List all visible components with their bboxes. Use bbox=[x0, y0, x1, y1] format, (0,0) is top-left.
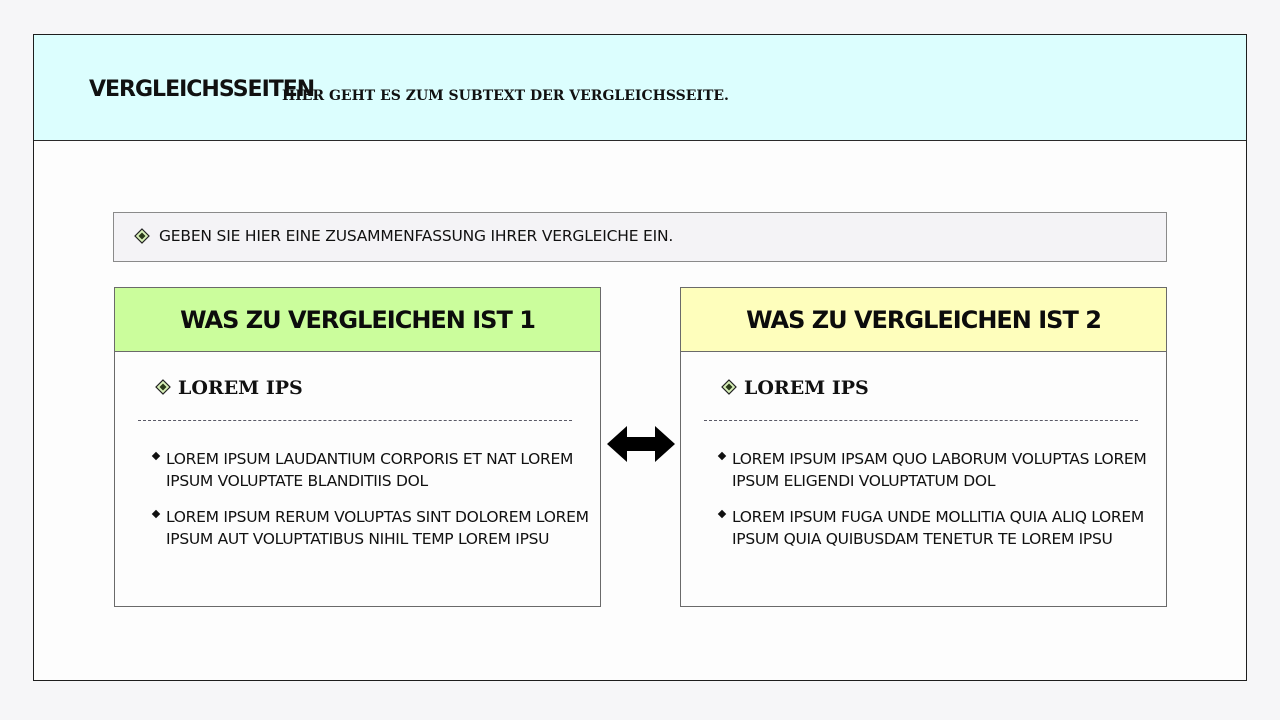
card-subheading bbox=[721, 377, 869, 399]
card-subheading-label[interactable]: LOREM IPS bbox=[178, 377, 303, 399]
card-subheading bbox=[155, 377, 303, 399]
comparison-card-1 bbox=[114, 287, 601, 607]
list-item[interactable] bbox=[151, 448, 591, 492]
bullet-icon bbox=[718, 452, 726, 460]
list-item[interactable] bbox=[717, 506, 1157, 550]
slide bbox=[33, 34, 1247, 681]
list-item[interactable] bbox=[717, 448, 1157, 492]
bullet-icon bbox=[718, 510, 726, 518]
page-title[interactable]: VERGLEICHSSEITEN bbox=[89, 77, 315, 102]
bullet-list bbox=[151, 448, 591, 564]
card-title[interactable]: WAS ZU VERGLEICHEN IST 2 bbox=[681, 288, 1166, 352]
card-subheading-label[interactable]: LOREM IPS bbox=[744, 377, 869, 399]
list-item-text: LOREM IPSUM RERUM VOLUPTAS SINT DOLOREM LOREM IPSUM AUT VOLUPTATIBUS NIHIL TEMP LOREM IPSU bbox=[166, 508, 589, 548]
card-title[interactable]: WAS ZU VERGLEICHEN IST 1 bbox=[115, 288, 600, 352]
list-item-text: LOREM IPSUM FUGA UNDE MOLLITIA QUIA ALIQ LOREM IPSUM QUIA QUIBUSDAM TENETUR TE LOREM IPSU bbox=[732, 508, 1144, 548]
bullet-list bbox=[717, 448, 1157, 564]
dashed-divider bbox=[138, 420, 572, 421]
bullet-icon bbox=[152, 510, 160, 518]
double-arrow-icon bbox=[607, 424, 675, 468]
page-subtitle[interactable]: HIER GEHT ES ZUM SUBTEXT DER VERGLEICHSSEITE. bbox=[282, 88, 729, 104]
list-item-text: LOREM IPSUM LAUDANTIUM CORPORIS ET NAT LOREM IPSUM VOLUPTATE BLANDITIIS DOL bbox=[166, 450, 574, 490]
summary-box[interactable] bbox=[113, 212, 1167, 262]
list-item-text: LOREM IPSUM IPSAM QUO LABORUM VOLUPTAS LOREM IPSUM ELIGENDI VOLUPTATUM DOL bbox=[732, 450, 1147, 490]
summary-text: GEBEN SIE HIER EINE ZUSAMMENFASSUNG IHRER VERGLEICHE EIN. bbox=[159, 227, 674, 245]
slide-header bbox=[34, 35, 1246, 141]
diamond-bullet-icon bbox=[134, 228, 150, 248]
list-item[interactable] bbox=[151, 506, 591, 550]
dashed-divider bbox=[704, 420, 1138, 421]
bullet-icon bbox=[152, 452, 160, 460]
diamond-bullet-icon bbox=[155, 379, 171, 399]
diamond-bullet-icon bbox=[721, 379, 737, 399]
comparison-card-2 bbox=[680, 287, 1167, 607]
